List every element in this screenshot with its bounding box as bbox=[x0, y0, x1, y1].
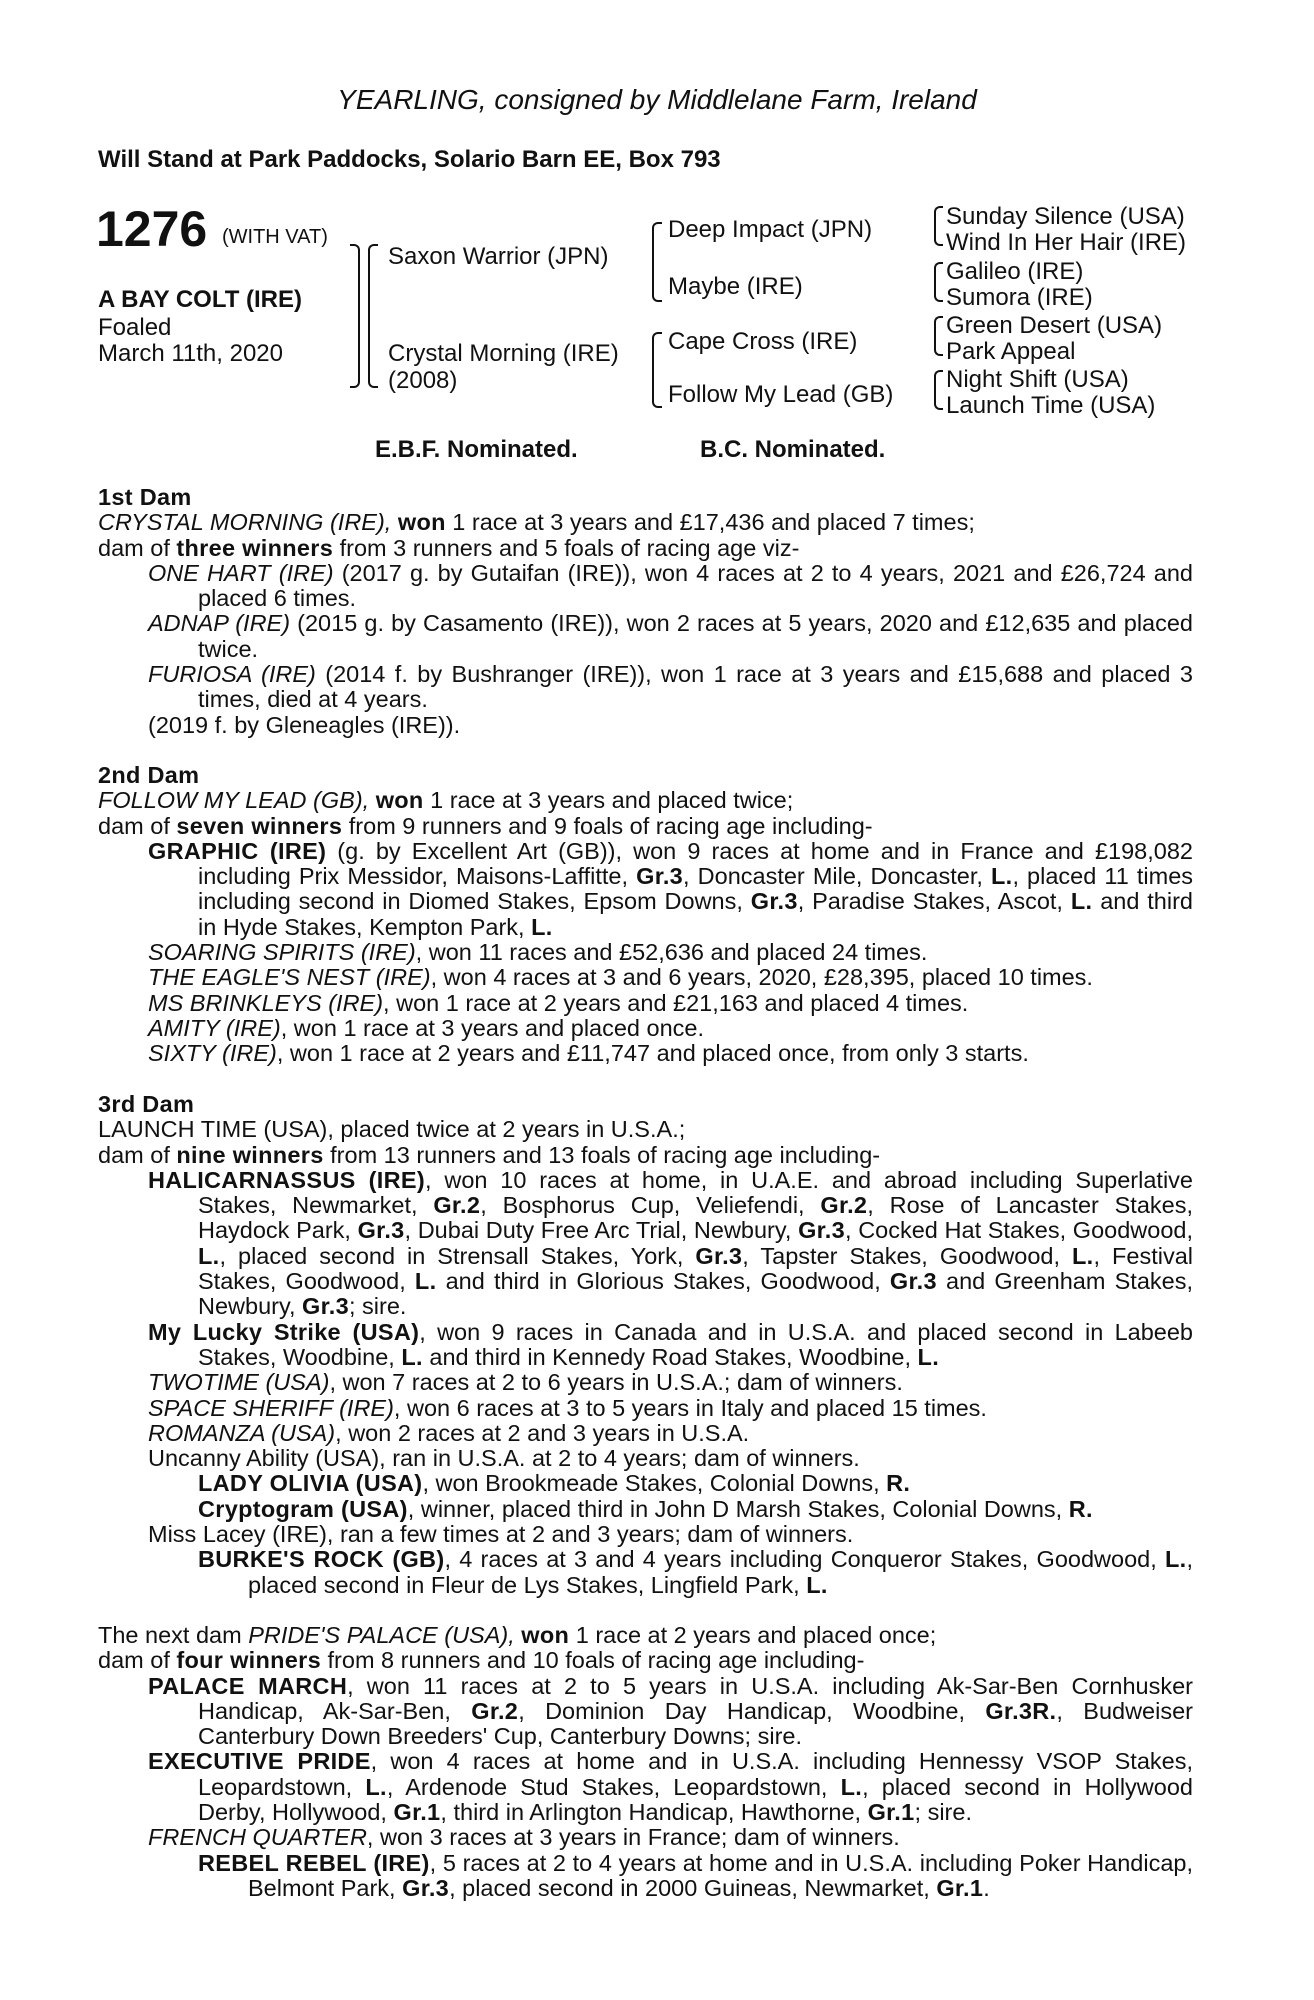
runner-eagles-nest: THE EAGLE'S NEST (IRE), won 4 races at 3 and 6 years, 2020, £28,395, placed 10 times. bbox=[148, 964, 1093, 991]
runner-executive-pride: EXECUTIVE PRIDE, won 4 races at home and in U.S.A. including Hennessy VSOP Stakes, Leopardstown, L., Ardenode Stud Stakes, Leopardstown, L., placed second in Hollywood Derby, Hollywood, Gr.1, third in Arlington Handicap, Hawthorne, Gr.1; sire. bbox=[148, 1748, 1193, 1826]
runner-sixty: SIXTY (IRE), won 1 race at 2 years and £11,747 and placed once, from only 3 starts. bbox=[148, 1040, 1029, 1067]
stand-location: Will Stand at Park Paddocks, Solario Barn EE, Box 793 bbox=[98, 146, 721, 173]
pedigree-brace-main bbox=[350, 244, 360, 388]
second-dam-produce: dam of seven winners from 9 runners and 9 foals of racing age including- bbox=[98, 812, 873, 839]
runner-french-quarter: FRENCH QUARTER, won 3 races at 3 years in France; dam of winners. bbox=[148, 1824, 900, 1851]
lot-number: 1276 bbox=[96, 201, 208, 257]
pedigree-brace-dam bbox=[652, 332, 662, 408]
pedigree-g7: Night Shift (USA) bbox=[946, 366, 1129, 393]
vat-note: (WITH VAT) bbox=[222, 226, 328, 248]
pedigree-brace-g4 bbox=[934, 370, 943, 410]
foaled-label: Foaled bbox=[98, 314, 172, 341]
runner-burkes-rock: BURKE'S ROCK (GB), 4 races at 3 and 4 years including Conqueror Stakes, Goodwood, L., placed second in Fleur de Lys Stakes, Lingfield Park, L. bbox=[198, 1546, 1193, 1598]
pedigree-brace-sire bbox=[652, 222, 662, 302]
third-dam-section bbox=[98, 1092, 1193, 1598]
pedigree-g3: Galileo (IRE) bbox=[946, 258, 1084, 285]
fourth-dam-section bbox=[98, 1623, 1193, 1901]
pedigree-g2: Wind In Her Hair (IRE) bbox=[946, 229, 1187, 256]
runner-space-sheriff: SPACE SHERIFF (IRE), won 6 races at 3 to 5 years in Italy and placed 15 times. bbox=[148, 1394, 987, 1421]
pedigree-sire-sire: Deep Impact (JPN) bbox=[668, 216, 873, 243]
offspring-2019-filly: (2019 f. by Gleneagles (IRE)). bbox=[148, 711, 461, 738]
first-dam-heading: 1st Dam bbox=[98, 484, 192, 510]
runner-uncanny-ability: Uncanny Ability (USA), ran in U.S.A. at 2 to 4 years; dam of winners. bbox=[148, 1445, 860, 1472]
offspring-adnap: ADNAP (IRE) (2015 g. by Casamento (IRE)), won 2 races at 5 years, 2020 and £12,635 and placed twice. bbox=[148, 610, 1193, 662]
first-dam-record: CRYSTAL MORNING (IRE), won 1 race at 3 years and £17,436 and placed 7 times; bbox=[98, 509, 975, 536]
pedigree-g8: Launch Time (USA) bbox=[946, 392, 1156, 419]
runner-soaring-spirits: SOARING SPIRITS (IRE), won 11 races and £52,636 and placed 24 times. bbox=[148, 939, 928, 966]
runner-miss-lacey: Miss Lacey (IRE), ran a few times at 2 and 3 years; dam of winners. bbox=[148, 1521, 854, 1548]
lot-description: A BAY COLT (IRE) bbox=[98, 286, 303, 313]
runner-my-lucky-strike: My Lucky Strike (USA), won 9 races in Canada and in U.S.A. and placed second in Labeeb Stakes, Woodbine, L. and third in Kennedy Road Stakes, Woodbine, L. bbox=[148, 1318, 1193, 1370]
pedigree-sire: Saxon Warrior (JPN) bbox=[388, 243, 609, 270]
pedigree-brace-g2 bbox=[934, 262, 943, 302]
pedigree-g1: Sunday Silence (USA) bbox=[946, 203, 1185, 230]
runner-romanza: ROMANZA (USA), won 2 races at 2 and 3 years in U.S.A. bbox=[148, 1419, 750, 1446]
second-dam-heading: 2nd Dam bbox=[98, 762, 200, 788]
second-dam-section bbox=[98, 763, 1193, 1067]
offspring-one-hart: ONE HART (IRE) (2017 g. by Gutaifan (IRE)), won 4 races at 2 to 4 years, 2021 and £26,724 and placed 6 times. bbox=[148, 559, 1194, 612]
runner-halicarnassus: HALICARNASSUS (IRE), won 10 races at home, in U.A.E. and abroad including Superlative Stakes, Newmarket, Gr.2, Bosphorus Cup, Veliefendi, Gr.2, Rose of Lancaster Stakes, Haydock Park, Gr.3, Dubai Duty Free Arc Trial, Newbury, Gr.3, Cocked Hat Stakes, Goodwood, L., placed second in Strensall Stakes, York, Gr.3, Tapster Stakes, Goodwood, L., Festival Stakes, Goodwood, L. and third in Glorious Stakes, Goodwood, Gr.3 and Greenham Stakes, Newbury, Gr.3; sire. bbox=[148, 1166, 1193, 1320]
first-dam-section bbox=[98, 485, 1193, 738]
runner-lady-olivia: LADY OLIVIA (USA), won Brookmeade Stakes, Colonial Downs, R. bbox=[198, 1470, 911, 1497]
runner-rebel-rebel: REBEL REBEL (IRE), 5 races at 2 to 4 years at home and in U.S.A. including Poker Handicap, Belmont Park, Gr.3, placed second in 2000 Guineas, Newmarket, Gr.1. bbox=[198, 1849, 1193, 1901]
pedigree-dam: Crystal Morning (IRE) bbox=[388, 340, 619, 367]
runner-graphic: GRAPHIC (IRE) (g. by Excellent Art (GB)), won 9 races at home and in France and £198,082 including Prix Messidor, Maisons-Laffitte, Gr.3, Doncaster Mile, Doncaster, L., placed 11 times including second in Diomed Stakes, Epsom Downs, Gr.3, Paradise Stakes, Ascot, L. and third in Hyde Stakes, Kempton Park, L. bbox=[148, 837, 1194, 940]
bc-nominated: B.C. Nominated. bbox=[700, 436, 886, 463]
pedigree-sire-dam: Maybe (IRE) bbox=[668, 273, 803, 300]
offspring-furiosa: FURIOSA (IRE) (2014 f. by Bushranger (IRE)), won 1 race at 3 years and £15,688 and placed 3 times, died at 4 years. bbox=[148, 661, 1193, 713]
third-dam-record: LAUNCH TIME (USA), placed twice at 2 years in U.S.A.; bbox=[98, 1116, 686, 1143]
foaled-date: March 11th, 2020 bbox=[98, 340, 284, 367]
pedigree-g4: Sumora (IRE) bbox=[946, 284, 1093, 311]
page-title: YEARLING, consigned by Middlelane Farm, Ireland bbox=[337, 84, 977, 115]
runner-palace-march: PALACE MARCH, won 11 races at 2 to 5 years in U.S.A. including Ak-Sar-Ben Cornhusker Handicap, Ak-Sar-Ben, Gr.2, Dominion Day Handicap, Woodbine, Gr.3R., Budweiser Canterbury Down Breeders' Cup, Canterbury Downs; sire. bbox=[148, 1672, 1193, 1750]
runner-ms-brinkleys: MS BRINKLEYS (IRE), won 1 race at 2 years and £21,163 and placed 4 times. bbox=[148, 989, 969, 1016]
fourth-dam-record: The next dam PRIDE'S PALACE (USA), won 1 race at 2 years and placed once; bbox=[98, 1622, 937, 1648]
pedigree-brace-g3 bbox=[934, 316, 943, 356]
pedigree-dam-dam: Follow My Lead (GB) bbox=[668, 381, 894, 408]
pedigree-dam-year: (2008) bbox=[388, 367, 458, 394]
pedigree-brace-g1 bbox=[934, 206, 943, 246]
pedigree-g5: Green Desert (USA) bbox=[946, 312, 1163, 339]
first-dam-produce: dam of three winners from 3 runners and 5 foals of racing age viz- bbox=[98, 534, 800, 561]
ebf-nominated: E.B.F. Nominated. bbox=[375, 436, 578, 463]
runner-twotime: TWOTIME (USA), won 7 races at 2 to 6 years in U.S.A.; dam of winners. bbox=[148, 1369, 903, 1396]
runner-cryptogram: Cryptogram (USA), winner, placed third in John D Marsh Stakes, Colonial Downs, R. bbox=[198, 1495, 1093, 1522]
pedigree-brace-parents bbox=[368, 244, 378, 388]
fourth-dam-produce: dam of four winners from 8 runners and 10 foals of racing age including- bbox=[98, 1647, 865, 1674]
third-dam-heading: 3rd Dam bbox=[98, 1091, 195, 1117]
pedigree-dam-sire: Cape Cross (IRE) bbox=[668, 328, 858, 355]
runner-amity: AMITY (IRE), won 1 race at 3 years and placed once. bbox=[148, 1014, 705, 1041]
second-dam-record: FOLLOW MY LEAD (GB), won 1 race at 3 years and placed twice; bbox=[98, 787, 794, 814]
pedigree-g6: Park Appeal bbox=[946, 338, 1076, 365]
third-dam-produce: dam of nine winners from 13 runners and 13 foals of racing age including- bbox=[98, 1141, 881, 1168]
